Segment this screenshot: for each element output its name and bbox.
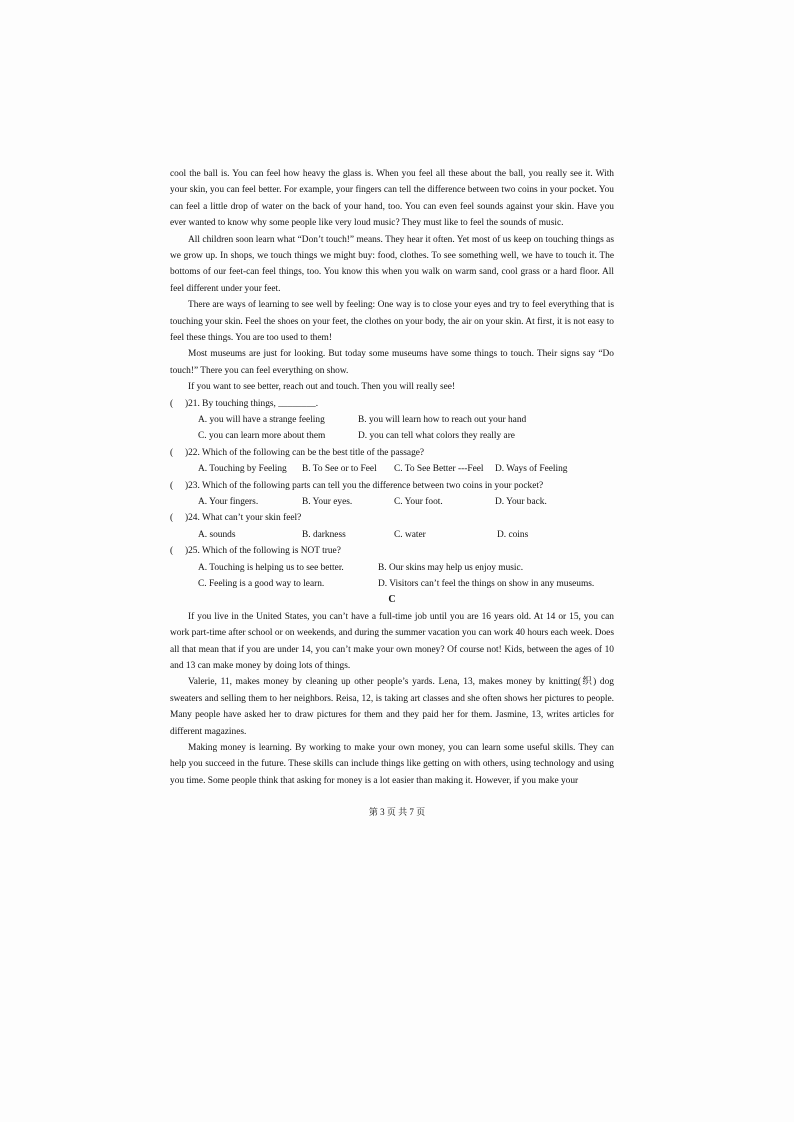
passage-c-paragraph-3: Making money is learning. By working to make your own money, you can learn some useful skills. They can help you succeed in the future. These skills can include things like getting on with others, using technology and using you time. Some people think that asking for money is a lot easier than making it. However, if you make your xyxy=(170,743,614,786)
question-stem: )22. Which of the following can be the best title of the passage? xyxy=(185,447,425,458)
option-b: B. To See or to Feel xyxy=(302,464,377,475)
option-c: C. you can learn more about them xyxy=(198,431,326,442)
question-25 xyxy=(170,543,614,559)
option-d: D. Ways of Feeling xyxy=(495,464,568,475)
page-footer: 第 3 页 共 7 页 xyxy=(368,807,426,817)
question-21 xyxy=(170,396,614,412)
passage-c-paragraph-1: If you live in the United States, you can’t have a full-time job until you are 16 years old. At 14 or 15, you can work part-time after school or on weekends, and during the summer vacation you can work 40 hours each week. Does all that mean that if you are under 14, you can’t make your own money? Of course not! Kids, between the ages of 10 and 13 can make money by doing lots of things. xyxy=(170,611,614,671)
option-b: B. you will learn how to reach out your hand xyxy=(358,415,527,426)
option-d: D. you can tell what colors they really are xyxy=(358,431,515,442)
question-22-options xyxy=(170,461,614,477)
option-a: A. Touching is helping us to see better. xyxy=(198,562,344,573)
question-stem: )24. What can’t your skin feel? xyxy=(185,513,302,524)
passage-b-paragraph-1: cool the ball is. You can feel how heavy the glass is. When you feel all these about the ball, you really see it. With your skin, you can feel better. For example, your fingers can tell the difference between two coins in your pocket. You can feel a little drop of water on the back of your hand, too. You can even feel sounds against your skin. Have you ever wanted to know why some people like very loud music? They must like to feel the sounds of music. xyxy=(170,169,614,229)
option-b: B. Our skins may help us enjoy music. xyxy=(378,562,524,573)
answer-blank[interactable]: ( xyxy=(170,546,174,557)
option-a: A. sounds xyxy=(198,529,236,540)
passage-b-paragraph-2: All children soon learn what “Don’t touch!” means. They hear it often. Yet most of us keep on touching things as we grow up. In shops, we touch things we might buy: food, clothes. To see something well, we have to touch it. The bottoms of our feet-can feel things, too. You know this when you walk on warm sand, cool grass or a hard floor. All feel different under your feet. xyxy=(170,234,614,294)
option-c: C. To See Better ---Feel xyxy=(394,464,484,475)
page-content xyxy=(170,166,614,789)
passage-c-paragraph-2: Valerie, 11, makes money by cleaning up other people’s yards. Lena, 13, makes money by knitting(织) dog sweaters and selling them to her neighbors. Reisa, 12, is taking art classes and she often shows her pictures to people. Many people have asked her to draw pictures for them and they paid her for them. Jasmine, 13, writes articles for different magazines. xyxy=(170,677,614,737)
option-c: C. water xyxy=(394,529,426,540)
option-b: B. Your eyes. xyxy=(302,497,353,508)
option-d: D. coins xyxy=(497,529,529,540)
question-22 xyxy=(170,445,614,461)
option-a: A. Your fingers. xyxy=(198,497,259,508)
answer-blank[interactable]: ( xyxy=(170,513,174,524)
passage-b-paragraph-3: There are ways of learning to see well by feeling: One way is to close your eyes and try to feel everything that is touching your skin. Feel the shoes on your feet, the clothes on your body, the air on your skin. At first, it is not easy to feel these things. You are too used to them! xyxy=(170,300,614,344)
question-23 xyxy=(170,478,614,494)
section-heading: C xyxy=(388,594,396,606)
question-25-options-row-2 xyxy=(170,576,614,592)
option-c: C. Your foot. xyxy=(394,497,443,508)
option-d: D. Your back. xyxy=(495,497,547,508)
question-21-options-row-1 xyxy=(170,412,614,428)
question-stem: )25. Which of the following is NOT true? xyxy=(185,546,341,557)
option-b: B. darkness xyxy=(302,529,346,540)
option-d: D. Visitors can’t feel the things on show in any museums. xyxy=(378,578,595,589)
question-stem: )21. By touching things, ________. xyxy=(185,398,319,409)
passage-b-paragraph-4: Most museums are just for looking. But today some museums have some things to touch. Their signs say “Do touch!” There you can feel everything on show. xyxy=(170,349,614,376)
passage-b-paragraph-5: If you want to see better, reach out and touch. Then you will really see! xyxy=(188,382,456,393)
question-stem: )23. Which of the following parts can tell you the difference between two coins in your pocket? xyxy=(185,480,544,491)
question-23-options xyxy=(170,494,614,510)
option-a: A. Touching by Feeling xyxy=(198,464,287,475)
answer-blank[interactable]: ( xyxy=(170,398,174,409)
option-a: A. you will have a strange feeling xyxy=(198,415,325,426)
question-24 xyxy=(170,510,614,526)
answer-blank[interactable]: ( xyxy=(170,447,174,458)
option-c: C. Feeling is a good way to learn. xyxy=(198,578,325,589)
answer-blank[interactable]: ( xyxy=(170,480,174,491)
question-21-options-row-2 xyxy=(170,428,614,444)
question-24-options xyxy=(170,527,614,543)
question-25-options-row-1 xyxy=(170,560,614,576)
